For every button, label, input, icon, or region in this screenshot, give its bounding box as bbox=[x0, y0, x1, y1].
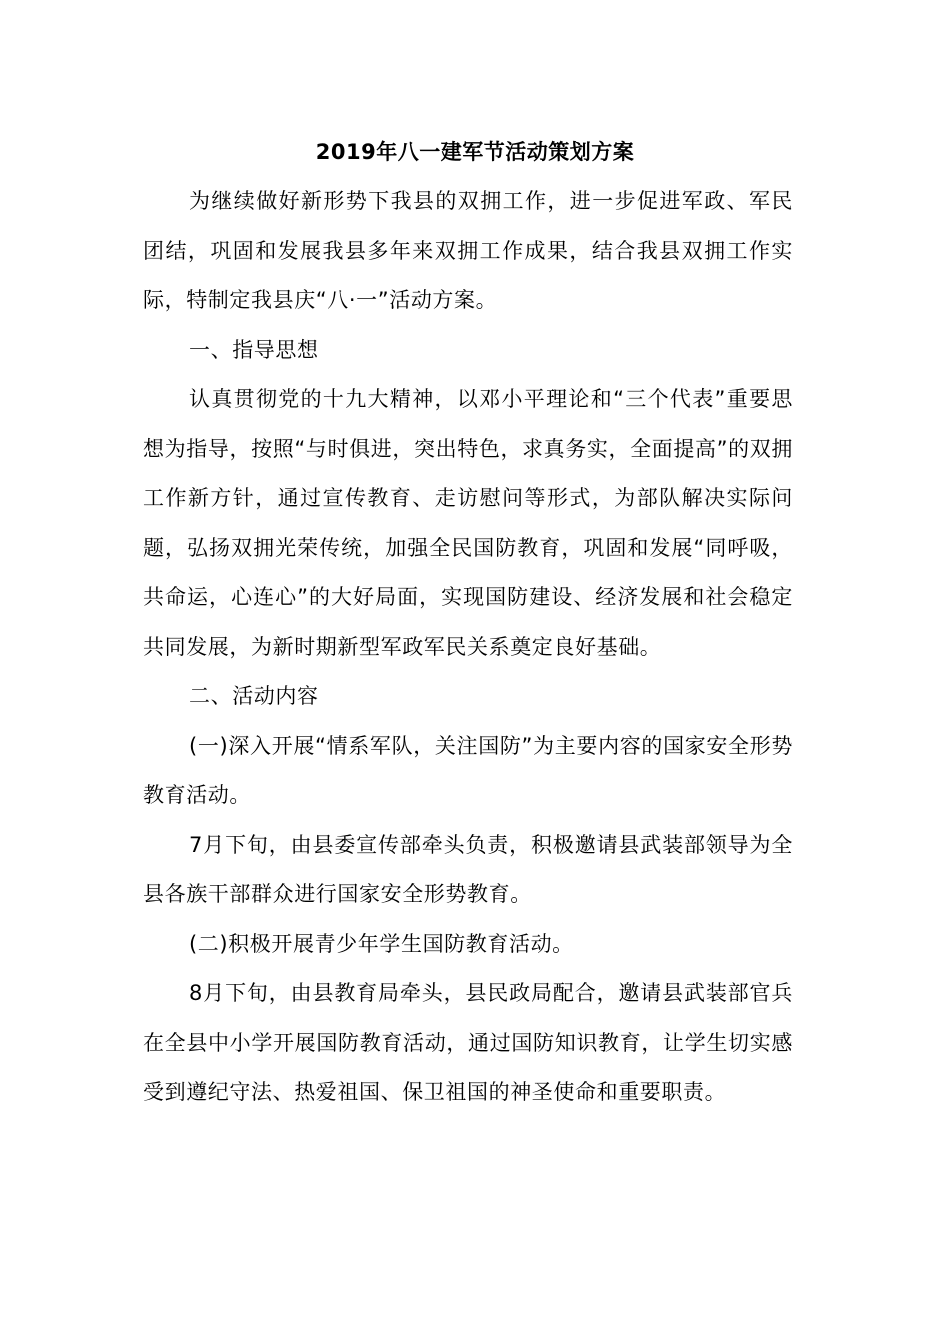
activity-item-2-paragraph: 8月下旬，由县教育局牵头，县民政局配合，邀请县武装部官兵在全县中小学开展国防教育活动，通过国防知识教育，让学生切实感受到遵纪守法、热爱祖国、保卫祖国的神圣使命和重要职责。 bbox=[143, 981, 793, 1104]
document-title: 2019年八一建军节活动策划方案 bbox=[315, 140, 635, 164]
activity-item-2-heading: (二)积极开展青少年学生国防教育活动。 bbox=[189, 931, 574, 956]
activity-item-1-heading: (一)深入开展“情系军队，关注国防”为主要内容的国家安全形势教育活动。 bbox=[143, 733, 793, 807]
document-body bbox=[143, 177, 793, 1118]
activity-item-1-paragraph: 7月下旬，由县委宣传部牵头负责，积极邀请县武装部领导为全县各族干部群众进行国家安全形势教育。 bbox=[143, 832, 793, 906]
guiding-thought-paragraph: 认真贯彻党的十九大精神，以邓小平理论和“三个代表”重要思想为指导，按照“与时俱进，突出特色，求真务实，全面提高”的双拥工作新方针，通过宣传教育、走访慰问等形式，为部队解决实际问题，弘扬双拥光荣传统，加强全民国防教育，巩固和发展“同呼吸，共命运，心连心”的大好局面，实现国防建设、经济发展和社会稳定共同发展，为新时期新型军政军民关系奠定良好基础。 bbox=[143, 387, 793, 659]
section-heading-activity-content: 二、活动内容 bbox=[189, 684, 319, 708]
intro-paragraph: 为继续做好新形势下我县的双拥工作，进一步促进军政、军民团结，巩固和发展我县多年来双拥工作成果，结合我县双拥工作实际，特制定我县庆“八·一”活动方案。 bbox=[143, 189, 793, 312]
section-heading-guiding-thought: 一、指导思想 bbox=[189, 337, 319, 362]
